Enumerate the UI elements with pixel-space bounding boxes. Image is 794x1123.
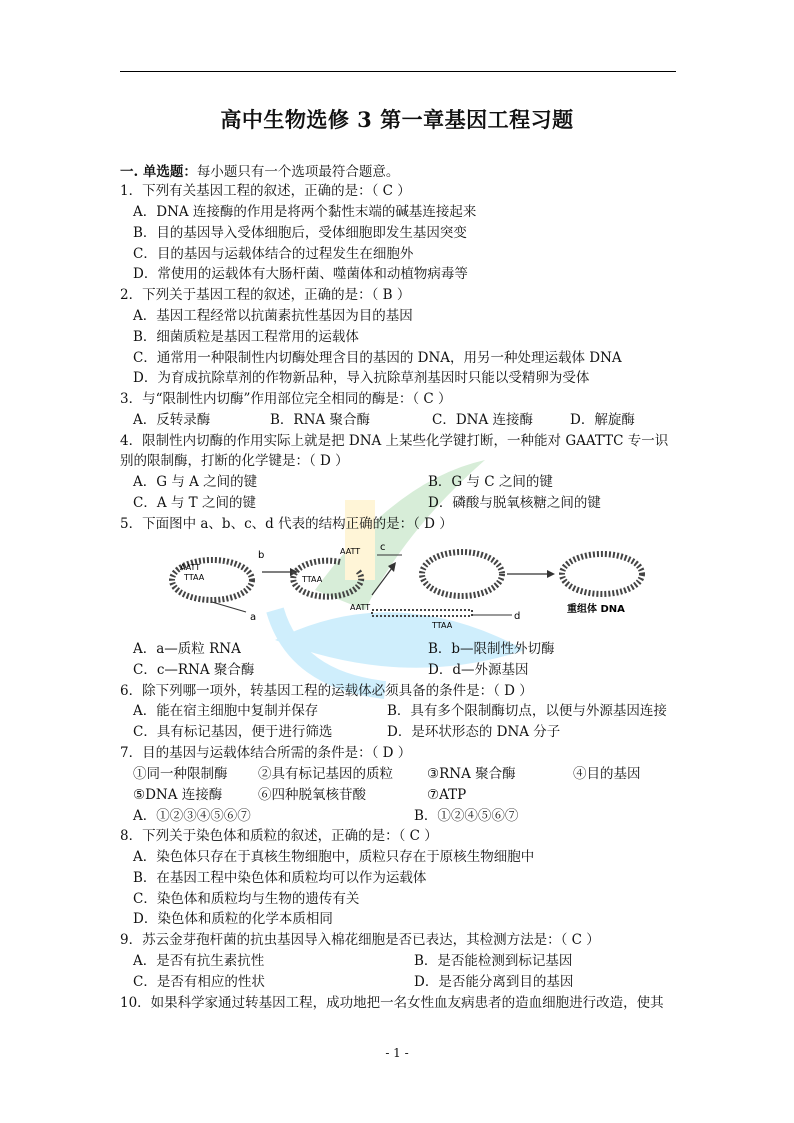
option: D．是环状形态的 DNA 分子 (387, 724, 561, 740)
option: C．具有标记基因，便于进行筛选 (133, 724, 333, 740)
section-heading: 一. 单选题： (120, 164, 197, 180)
recombinant-dna-figure (162, 540, 652, 640)
seq-top-label-2: AATT (340, 547, 361, 556)
open-plasmid-icon (422, 552, 502, 596)
option: C．目的基因与运载体结合的过程发生在细胞外 (133, 246, 414, 262)
foreign-dna-fragment (372, 610, 472, 616)
option: C．通常用一种限制性内切酶处理含目的基因的 DNA，用另一种处理运载体 DNA (133, 350, 622, 366)
recombinant-plasmid-icon (562, 554, 642, 594)
option: A．染色体只存在于真核生物细胞中，质粒只存在于原核生物细胞中 (133, 849, 535, 865)
recombinant-label: 重组体 DNA (567, 604, 625, 615)
option: B．细菌质粒是基因工程常用的运载体 (133, 329, 359, 345)
option: A．G 与 A 之间的键 (133, 474, 258, 490)
option: B．具有多个限制酶切点，以便与外源基因连接 (387, 703, 667, 719)
condition-item: ①同一种限制酶 (133, 766, 228, 782)
option: C．c—RNA 聚合酶 (133, 662, 255, 678)
option: A．反转录酶 (133, 412, 211, 428)
option: D．磷酸与脱氧核糖之间的键 (428, 495, 601, 511)
label-d: d (514, 611, 521, 622)
option: A．DNA 连接酶的作用是将两个黏性末端的碱基连接起来 (133, 204, 477, 220)
option: C．DNA 连接酶 (432, 412, 534, 428)
option: D．染色体和质粒的化学本质相同 (133, 911, 333, 927)
question-stem: 4．限制性内切酶的作用实际上就是把 DNA 上某些化学键打断，一种能对 GAATTC 专一识 (120, 433, 669, 449)
question-stem-cont: 别的限制酶，打断的化学键是：（ D ） (120, 453, 349, 469)
question-stem: 5．下面图中 a、b、c、d 代表的结构正确的是：（ D ） (120, 516, 453, 532)
condition-item: ⑤DNA 连接酶 (133, 787, 223, 803)
question-stem: 3．与“限制性内切酶”作用部位完全相同的酶是：（ C ） (120, 391, 452, 407)
question-stem: 2．下列关于基因工程的叙述，正确的是：（ B ） (120, 287, 411, 303)
section-header (120, 162, 399, 182)
option: C．A 与 T 之间的键 (133, 495, 256, 511)
question-stem: 7．目的基因与运载体结合所需的条件是：（ D ） (120, 745, 412, 761)
option: A．基因工程经常以抗菌素抗性基因为目的基因 (133, 308, 413, 324)
seq-top-label-3: AATT (350, 603, 371, 612)
seq-bottom-label: TTAA (184, 573, 205, 582)
condition-item: ②具有标记基因的质粒 (258, 766, 393, 782)
option: A．a—质粒 RNA (133, 641, 241, 657)
option: B．①②④⑤⑥⑦ (414, 808, 519, 824)
header-rule (120, 71, 676, 72)
seq-bottom-label-3: TTAA (432, 621, 453, 630)
option: B．G 与 C 之间的键 (428, 474, 553, 490)
option: B．是否能检测到标记基因 (414, 953, 573, 969)
condition-item: ⑦ATP (427, 787, 467, 803)
condition-item: ⑥四种脱氧核苷酸 (258, 787, 366, 803)
label-a: a (250, 612, 257, 623)
label-c: c (380, 542, 386, 553)
option: B．b—限制性外切酶 (428, 641, 555, 657)
question-stem: 1．下列有关基因工程的叙述，正确的是：（ C ） (120, 183, 411, 199)
option: D．为育成抗除草剂的作物新品种，导入抗除草剂基因时只能以受精卵为受体 (133, 370, 590, 386)
option: A．能在宿主细胞中复制并保存 (133, 703, 319, 719)
option: B．在基因工程中染色体和质粒均可以作为运载体 (133, 870, 427, 886)
option: D．解旋酶 (570, 412, 635, 428)
option: D．是否能分离到目的基因 (414, 974, 574, 990)
page-title: 高中生物选修 3 第一章基因工程习题 (220, 107, 574, 132)
option: D．常使用的运载体有大肠杆菌、噬菌体和动植物病毒等 (133, 266, 468, 282)
page-number: - 1 - (385, 1046, 409, 1060)
label-b: b (258, 550, 265, 561)
question-stem: 10．如果科学家通过转基因工程，成功地把一名女性血友病患者的造血细胞进行改造，使其 (120, 995, 664, 1011)
option: B．RNA 聚合酶 (270, 412, 370, 428)
option: A．①②③④⑤⑥⑦ (133, 808, 251, 824)
option: A．是否有抗生素抗性 (133, 953, 265, 969)
option: D．d—外源基因 (428, 662, 529, 678)
seq-bottom-label-2: TTAA (302, 575, 323, 584)
seq-top-label: AATT (180, 563, 201, 572)
question-stem: 8．下列关于染色体和质粒的叙述，正确的是：（ C ） (120, 828, 438, 844)
question-stem: 6．除下列哪一项外，转基因工程的运载体必须具备的条件是：（ D ） (120, 683, 533, 699)
condition-item: ③RNA 聚合酶 (427, 766, 516, 782)
option: C．染色体和质粒均与生物的遗传有关 (133, 891, 360, 907)
condition-item: ④目的基因 (573, 766, 641, 782)
question-stem: 9．苏云金芽孢杆菌的抗虫基因导入棉花细胞是否已表达，其检测方法是：（ C ） (120, 932, 600, 948)
option: B．目的基因导入受体细胞后，受体细胞即发生基因突变 (133, 225, 467, 241)
section-instruction: 每小题只有一个选项最符合题意。 (196, 164, 400, 180)
option: C．是否有相应的性状 (133, 974, 265, 990)
